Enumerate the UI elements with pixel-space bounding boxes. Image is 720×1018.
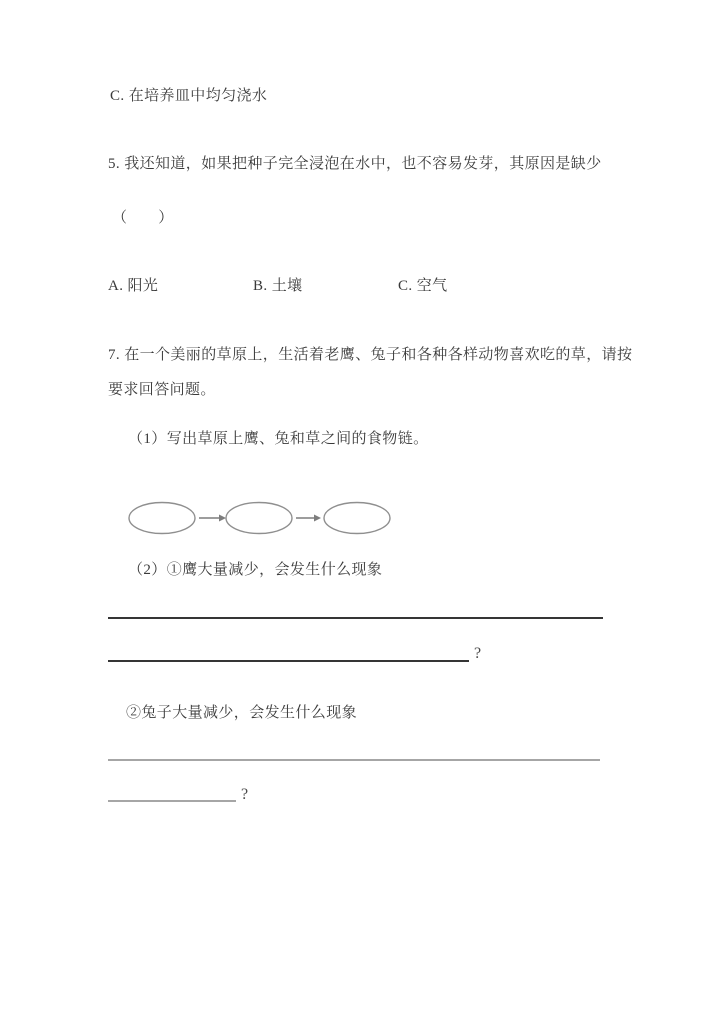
answer-blank-line-3	[108, 759, 600, 761]
question-5-answer-parentheses: （ ）	[112, 210, 174, 226]
question-7-stem-line2: 要求回答问题。	[108, 382, 216, 398]
question-mark-1: ?	[474, 645, 482, 662]
question-mark-2: ?	[241, 786, 249, 803]
question-7-part1: （1）写出草原上鹰、兔和草之间的食物链。	[128, 431, 429, 447]
question-5-option-b: B. 土壤	[253, 278, 303, 294]
food-chain-oval-1	[129, 503, 195, 534]
arrow-right-icon	[296, 515, 321, 522]
arrow-right-icon	[199, 515, 226, 522]
food-chain-oval-3	[324, 503, 390, 534]
answer-blank-line-2	[108, 660, 469, 662]
question-7-part2: （2）①鹰大量减少，会发生什么现象	[128, 562, 383, 578]
food-chain-diagram	[122, 494, 412, 544]
food-chain-oval-2	[226, 503, 292, 534]
question-7-stem-line1: 7. 在一个美丽的草原上，生活着老鹰、兔子和各种各样动物喜欢吃的草，请按	[108, 347, 633, 363]
question-5-option-a: A. 阳光	[108, 278, 159, 294]
question-5-stem: 5. 我还知道，如果把种子完全浸泡在水中，也不容易发芽，其原因是缺少	[108, 156, 602, 172]
prev-question-option-c: C. 在培养皿中均匀浇水	[110, 88, 268, 104]
answer-blank-line-4	[108, 800, 236, 802]
answer-blank-line-1	[108, 617, 603, 619]
question-7-part3: ②兔子大量减少，会发生什么现象	[126, 705, 358, 721]
question-5-option-c: C. 空气	[398, 278, 448, 294]
